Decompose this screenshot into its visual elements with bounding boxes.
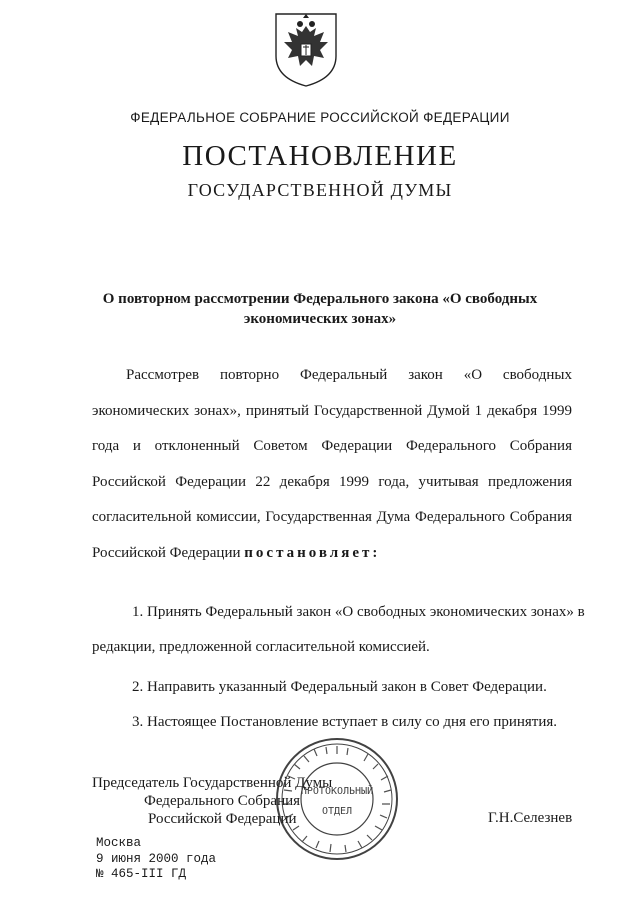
document-issuer: ГОСУДАРСТВЕННОЙ ДУМЫ: [187, 180, 453, 200]
subject-line-2: экономических зонах»: [243, 311, 397, 327]
footer-city: Москва: [96, 836, 142, 850]
subject-line-1: О повторном рассмотрении Федерального закона «О свободных: [102, 291, 538, 307]
footer-date: 9 июня 2000 года: [96, 851, 217, 866]
stamp-text-line-2: ОТДЕЛ: [321, 806, 353, 817]
signatory-line-3: Российской Федерации: [148, 811, 297, 827]
state-emblem-icon: [270, 8, 342, 90]
document-footer: [96, 836, 216, 883]
assembly-heading: ФЕДЕРАЛЬНОЕ СОБРАНИЕ РОССИЙСКОЙ ФЕДЕРАЦИИ: [130, 110, 510, 125]
document-type-title: ПОСТАНОВЛЕНИЕ: [182, 140, 458, 172]
signatory-line-2: Федерального Собрания: [144, 793, 301, 809]
main-paragraph: [92, 358, 572, 572]
seal-stamp-icon: [272, 734, 402, 864]
signatory-name: Г.Н.Селезнев: [488, 810, 573, 826]
main-paragraph-text: Рассмотрев повторно Федеральный закон «О свободных экономических зонах», принятый Государственной Думой 1 декабря 1999 года и отклоненный Советом Федерации Федерального Собрания Российской Федерации 22 декабря 1999 года, учитывая предложения согласительной комиссии, Государственная Дума Федерального Собрания Российской Федерации: [92, 367, 572, 561]
resolution-item-1: 1. Принять Федеральный закон «О свободных экономических зонах» в редакции, предложенной согласительной комиссией.: [92, 604, 585, 655]
signatory-line-1: Председатель Государственной Думы: [92, 775, 333, 791]
stamp-text-line-1: ПРОТОКОЛЬНЫЙ: [300, 786, 374, 797]
footer-number: № 465-III ГД: [96, 867, 187, 881]
document-subject: [80, 289, 560, 329]
resolves-word: постановляет:: [244, 544, 381, 561]
resolution-item-2: 2. Направить указанный Федеральный закон в Совет Федерации.: [132, 679, 547, 695]
resolution-item-3: 3. Настоящее Постановление вступает в силу со дня его принятия.: [132, 714, 558, 730]
